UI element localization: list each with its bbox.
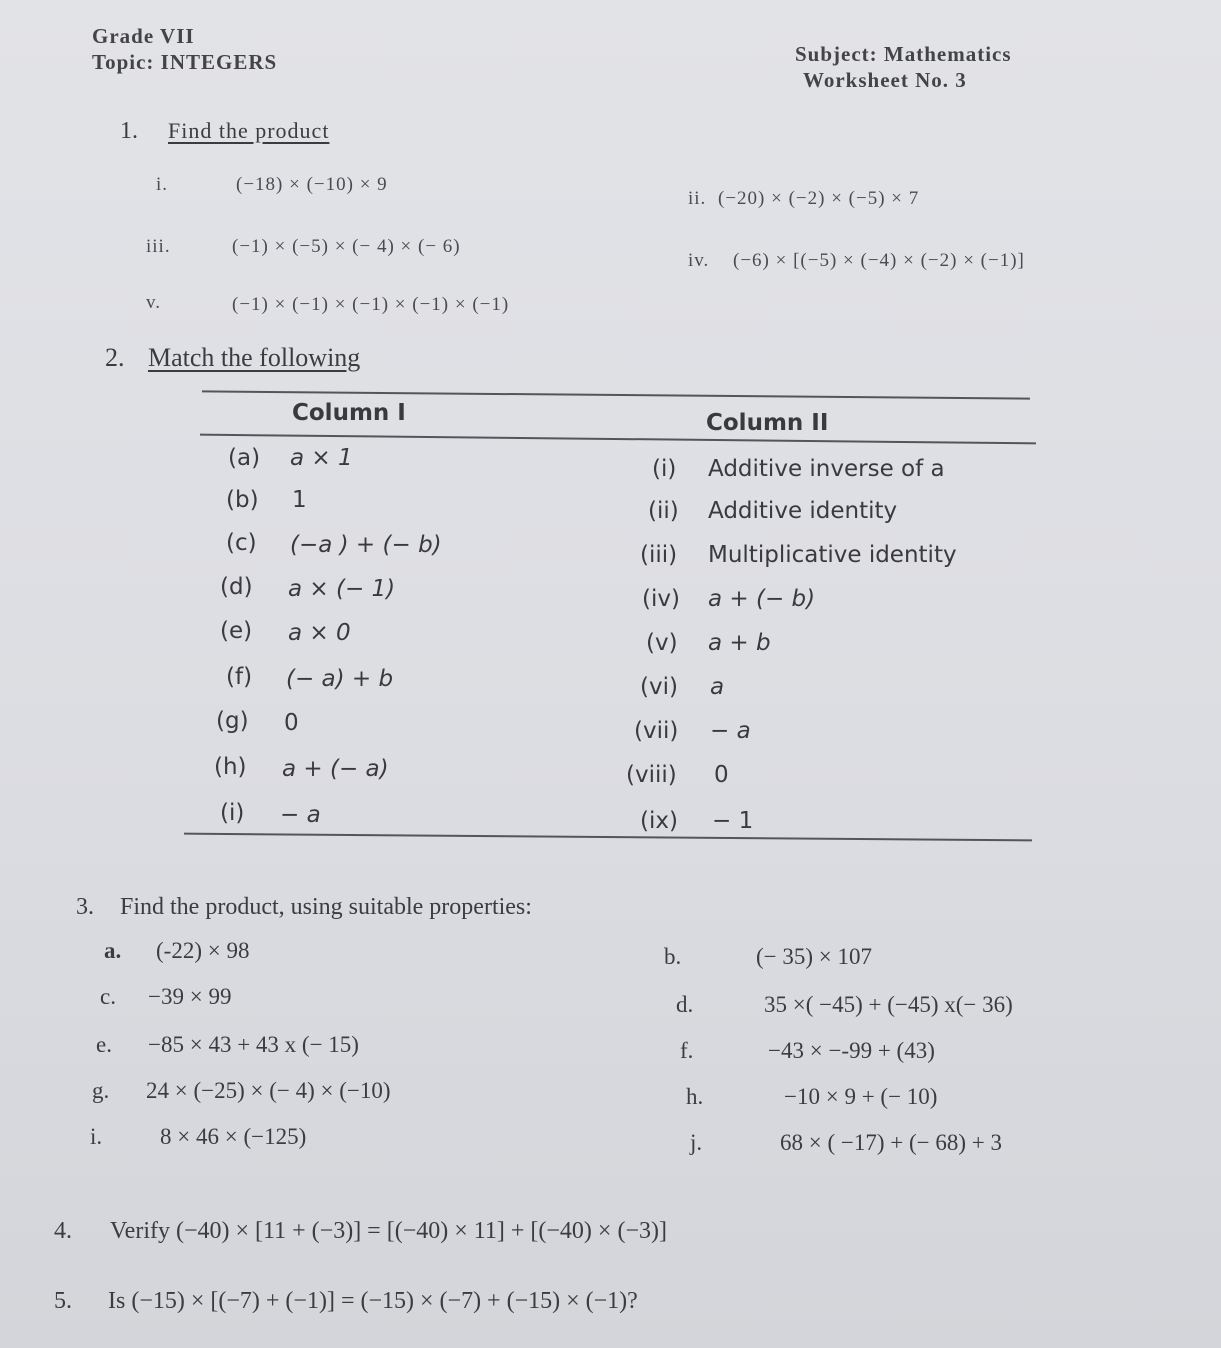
col2-label: (vi) [640,674,678,700]
column-2-header: Column II [706,410,829,436]
q1-item-label: iv. [688,250,710,271]
q3-item-expr: −43 × −-99 + (43) [768,1038,935,1063]
q3-item-expr: 8 × 46 × (−125) [160,1124,307,1149]
col1-expr: (− a) + b [286,666,394,692]
col2-label: (vii) [634,718,679,744]
grade-label: Grade VII [92,24,195,48]
col1-expr: (−a ) + (− b) [290,532,442,558]
col2-label: (viii) [626,762,677,788]
col2-expr: Additive inverse of a [708,456,945,482]
q5-text: Is (−15) × [(−7) + (−1)] = (−15) × (−7) + (−15) × (−1)? [108,1288,638,1314]
q3-item-label: i. [90,1124,103,1149]
column-1-header: Column I [292,400,406,426]
q1-item-expr: (−1) × (−5) × (− 4) × (− 6) [232,236,461,257]
q3-title: Find the product, using suitable properties: [120,894,532,920]
q3-item-label: e. [96,1032,112,1057]
q3-item-label: h. [686,1084,704,1109]
col2-label: (ix) [640,808,678,834]
q1-item-label: iii. [146,236,171,257]
col2-expr: − a [710,718,751,744]
worksheet-label: Worksheet No. 3 [803,68,967,92]
col1-label: (h) [214,754,247,780]
col1-label: (e) [220,618,253,644]
q1-title: Find the product [168,118,330,143]
q1-item-expr: (−6) × [(−5) × (−4) × (−2) × (−1)] [733,250,1025,271]
q3-item-label: j. [690,1130,703,1155]
col2-expr: a + b [708,630,771,656]
subject-label: Subject: Mathematics [795,42,1012,66]
q3-item-expr: −85 × 43 + 43 x (− 15) [148,1032,359,1057]
q1-item-label: v. [146,292,162,313]
table-bottom-rule [184,833,1032,842]
col2-expr: a [710,674,725,700]
col2-label: (v) [646,630,678,656]
col2-label: (iv) [642,586,680,612]
col1-expr: 0 [284,710,299,736]
col1-label: (i) [220,800,245,826]
col1-label: (b) [226,487,259,513]
q3-item-label: d. [676,992,694,1017]
col1-label: (a) [228,445,261,471]
table-header-rule [200,434,1036,444]
q3-item-expr: (-22) × 98 [156,938,250,963]
q3-item-label: f. [680,1038,694,1063]
col1-label: (d) [220,574,253,600]
col2-expr: Multiplicative identity [708,542,957,568]
col2-label: (ii) [648,498,679,524]
col2-expr: Additive identity [708,498,898,524]
col1-label: (f) [226,664,253,690]
q1-item-expr: (−18) × (−10) × 9 [236,174,388,195]
q3-item-expr: 35 ×( −45) + (−45) x(− 36) [764,992,1013,1017]
q3-item-label: a. [104,938,122,963]
q3-item-expr: 24 × (−25) × (− 4) × (−10) [146,1078,391,1103]
q1-item-label: i. [156,174,169,195]
q1-item-label: ii. [688,188,707,209]
q3-item-expr: −10 × 9 + (− 10) [784,1084,938,1109]
q1-item-expr: (−1) × (−1) × (−1) × (−1) × (−1) [232,294,510,315]
q2-number: 2. [105,343,125,372]
table-top-rule [202,390,1030,399]
col1-label: (g) [216,708,249,734]
q2-title: Match the following [148,343,361,372]
q3-item-label: b. [664,944,682,969]
col1-expr: a × (− 1) [288,576,396,602]
q1-number: 1. [120,118,138,144]
col2-expr: a + (− b) [708,586,816,612]
q3-item-expr: (− 35) × 107 [756,944,873,969]
col1-label: (c) [226,530,257,556]
col1-expr: a + (− a) [282,756,389,782]
q3-item-label: g. [92,1078,110,1103]
col2-expr: − 1 [712,808,754,834]
q3-item-expr: 68 × ( −17) + (− 68) + 3 [780,1130,1002,1155]
col1-expr: 1 [292,487,307,513]
q3-item-label: c. [100,984,116,1009]
col2-label: (iii) [640,542,678,568]
q4-text: Verify (−40) × [11 + (−3)] = [(−40) × 11] + [(−40) × (−3)] [110,1218,667,1244]
col2-expr: 0 [714,762,729,788]
q5-number: 5. [54,1288,72,1314]
col1-expr: − a [280,802,321,828]
q4-number: 4. [54,1218,72,1244]
q1-item-expr: (−20) × (−2) × (−5) × 7 [718,188,920,209]
col2-label: (i) [652,456,677,482]
topic-label: Topic: INTEGERS [92,50,278,74]
q3-item-expr: −39 × 99 [148,984,232,1009]
q3-number: 3. [76,894,94,920]
col1-expr: a × 0 [288,620,351,646]
col1-expr: a × 1 [290,445,353,471]
